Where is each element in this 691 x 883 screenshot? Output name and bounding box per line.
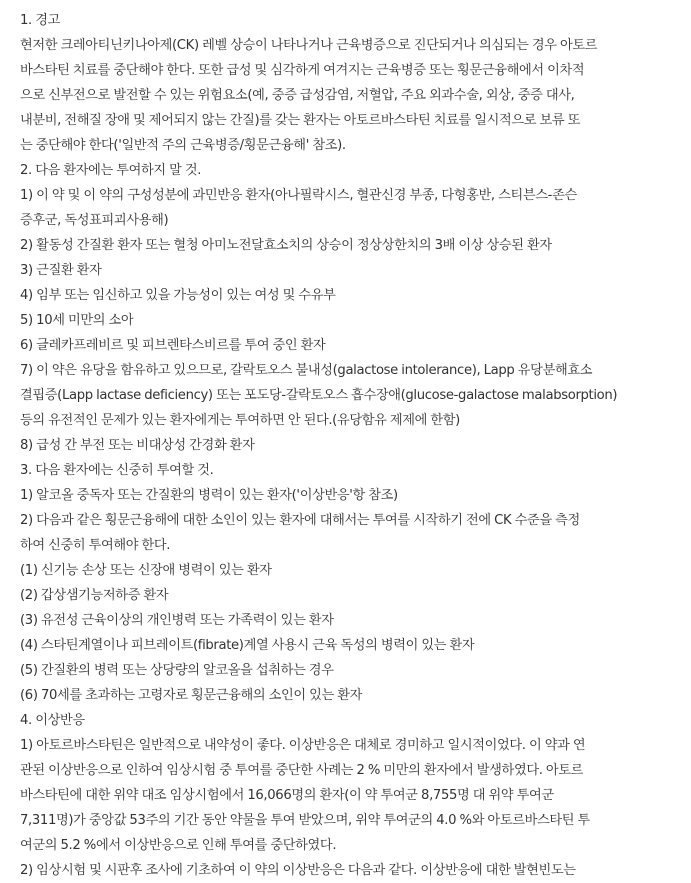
adverse-item-1-line-3: 바스타틴에 대한 위약 대조 임상시험에서 16,066명의 환자(이 약 투여군 8,755명 대 위약 투여군 [20, 788, 554, 803]
caution-item-2-line-1: 2) 다음과 같은 횡문근융해에 대한 소인이 있는 환자에 대해서는 투여를 시작하기 전에 CK 수준을 측정 [20, 513, 580, 528]
section-heading-adverse-reactions: 4. 이상반응 [20, 713, 85, 728]
contraindication-item-7-line-1: 7) 이 약은 유당을 함유하고 있으므로, 갈락토오스 불내성(galactose intolerance), Lapp 유당분해효소 [20, 363, 593, 378]
adverse-item-1-line-2: 관된 이상반응으로 인하여 임상시험 중 투여를 중단한 사례는 2 % 미만의 환자에서 발생하였다. 아토르 [20, 763, 584, 778]
caution-subitem-5: (5) 간질환의 병력 또는 상당량의 알코올을 섭취하는 경우 [20, 663, 334, 678]
adverse-item-1-line-1: 1) 아토르바스타틴은 일반적으로 내약성이 좋다. 이상반응은 대체로 경미하고 일시적이었다. 이 약과 연 [20, 738, 586, 753]
section-heading-caution: 3. 다음 환자에는 신중히 투여할 것. [20, 463, 214, 478]
adverse-item-1-line-5: 여군의 5.2 %에서 이상반응으로 인해 투여를 중단하였다. [20, 838, 337, 853]
warning-text-line-4: 내분비, 전해질 장애 및 제어되지 않는 간질)를 갖는 환자는 아토르바스타틴 치료를 일시적으로 보류 또 [20, 113, 581, 128]
section-heading-contraindications: 2. 다음 환자에는 투여하지 말 것. [20, 163, 202, 178]
contraindication-item-2: 2) 활동성 간질환 환자 또는 혈청 아미노전달효소치의 상승이 정상상한치의 3배 이상 상승된 환자 [20, 238, 552, 253]
caution-subitem-3: (3) 유전성 근육이상의 개인병력 또는 가족력이 있는 환자 [20, 613, 334, 628]
drug-info-document [20, 8, 680, 883]
contraindication-item-7-line-3: 등의 유전적인 문제가 있는 환자에게는 투여하면 안 된다.(유당함유 제제에 한함) [20, 413, 460, 428]
contraindication-item-6: 6) 글레카프레비르 및 피브렌타스비르를 투여 중인 환자 [20, 338, 326, 353]
caution-subitem-4: (4) 스타틴계열이나 피브레이트(fibrate)계열 사용시 근육 독성의 병력이 있는 환자 [20, 638, 475, 653]
section-heading-warning: 1. 경고 [20, 13, 61, 28]
warning-text-line-2: 바스타틴 치료를 중단해야 한다. 또한 급성 및 심각하게 여겨지는 근육병증 또는 횡문근융해에서 이차적 [20, 63, 585, 78]
contraindication-item-1-line-2: 증후군, 독성표피괴사용해) [20, 213, 169, 228]
caution-subitem-1: (1) 신기능 손상 또는 신장애 병력이 있는 환자 [20, 563, 272, 578]
warning-text-line-3: 으로 신부전으로 발전할 수 있는 위험요소(예, 중증 급성감염, 저혈압, 주요 외과수술, 외상, 중증 대사, [20, 88, 575, 103]
contraindication-item-8: 8) 급성 간 부전 또는 비대상성 간경화 환자 [20, 438, 255, 453]
warning-text-line-1: 현저한 크레아티닌키나아제(CK) 레벨 상승이 나타나거나 근육병증으로 진단되거나 의심되는 경우 아토르 [20, 38, 598, 53]
adverse-item-1-line-4: 7,311명)가 중앙값 53주의 기간 동안 약물을 투여 받았으며, 위약 투여군의 4.0 %와 아토르바스타틴 투 [20, 813, 590, 828]
caution-subitem-6: (6) 70세를 초과하는 고령자로 횡문근융해의 소인이 있는 환자 [20, 688, 363, 703]
contraindication-item-1-line-1: 1) 이 약 및 이 약의 구성성분에 과민반응 환자(아나필락시스, 혈관신경 부종, 다형홍반, 스티븐스-존슨 [20, 188, 577, 203]
caution-item-2-line-2: 하여 신중히 투여해야 한다. [20, 538, 171, 553]
contraindication-item-3: 3) 근질환 환자 [20, 263, 102, 278]
adverse-item-2-line-1: 2) 임상시험 및 시판후 조사에 기초하여 이 약의 이상반응은 다음과 같다. 이상반응에 대한 발현빈도는 [20, 863, 576, 878]
caution-subitem-2: (2) 갑상샘기능저하증 환자 [20, 588, 169, 603]
contraindication-item-7-line-2: 결핍증(Lapp lactase deficiency) 또는 포도당-갈락토오스 흡수장애(glucose-galactose malabsorption) [20, 388, 618, 403]
warning-text-line-5: 는 중단해야 한다('일반적 주의 근육병증/횡문근융해' 참조). [20, 138, 346, 153]
caution-item-1: 1) 알코올 중독자 또는 간질환의 병력이 있는 환자('이상반응'항 참조) [20, 488, 398, 503]
contraindication-item-5: 5) 10세 미만의 소아 [20, 313, 134, 328]
contraindication-item-4: 4) 임부 또는 임신하고 있을 가능성이 있는 여성 및 수유부 [20, 288, 336, 303]
